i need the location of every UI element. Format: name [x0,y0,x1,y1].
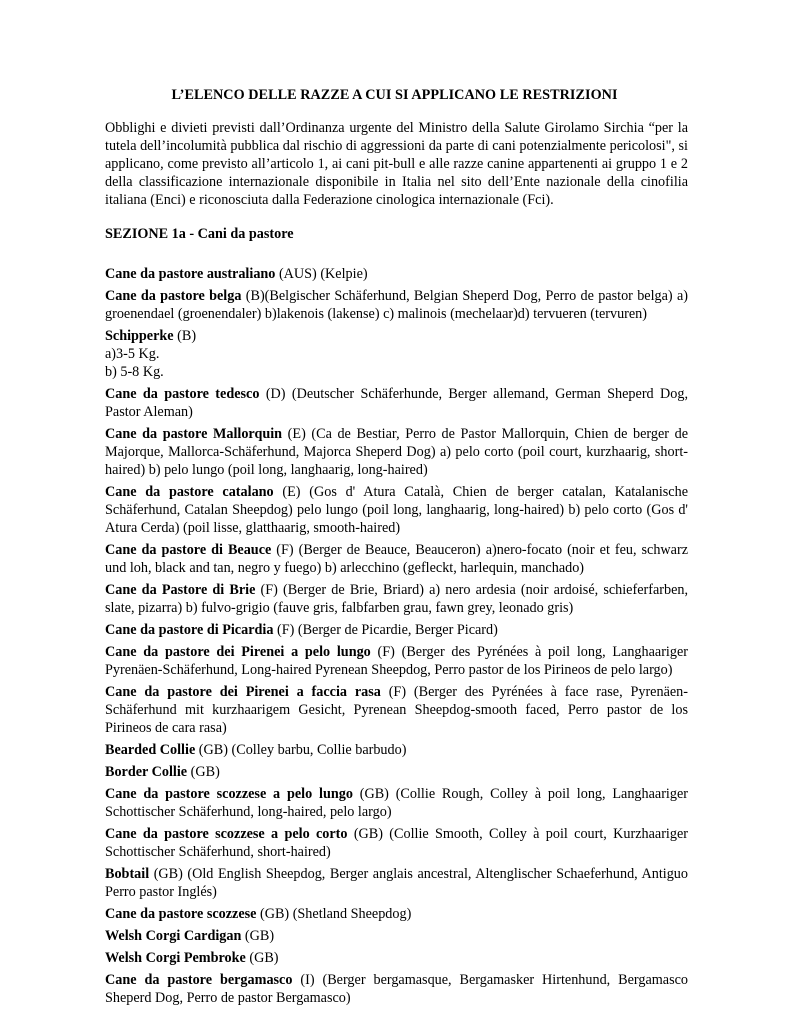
breed-entry [105,785,688,821]
breed-entry [105,971,688,1007]
breed-entry [105,425,688,479]
breed-entry [105,763,688,781]
breed-weight-line: b) 5-8 Kg. [105,364,164,380]
breed-weight-line: a)3-5 Kg. [105,346,160,362]
breed-name: Cane da pastore Mallorquin [105,426,283,442]
breed-name: Border Collie [105,764,188,780]
document-body [105,86,688,1011]
breed-entry [105,287,688,323]
breed-entry [105,541,688,577]
breed-name: Cane da pastore australiano [105,266,276,282]
breed-entry [105,643,688,679]
breed-details: (GB) (Shetland Sheepdog) [256,906,412,922]
breed-name: Cane da Pastore di Brie [105,582,256,598]
breed-name: Cane da pastore scozzese a pelo lungo [105,786,353,802]
breed-entry [105,621,688,639]
document-title: L’ELENCO DELLE RAZZE A CUI SI APPLICANO LE RESTRIZIONI [171,87,618,103]
breed-details: (F) (Berger des Pyrénées à poil long, Langhaariger Pyrenäen-Schäferhund, Long-haired Pyrenean Sheepdog, Perro pastor de los Pirineos de pelo largo) [105,644,688,678]
breed-entry [105,927,688,945]
breed-entry [105,483,688,537]
breed-details: (GB) [245,950,279,966]
breed-details: (F) (Berger de Brie, Briard) a) nero ardesia (noir ardoisé, schieferfarben, slate, pizarra) b) fulvo-grigio (fauve gris, falbfarben grau, fawn grey, leonado gris) [105,582,689,616]
breed-entry [105,949,688,967]
breed-details: (GB) (Colley barbu, Collie barbudo) [195,742,407,758]
breed-entry [105,265,688,283]
breed-name: Cane da pastore dei Pirenei a pelo lungo [105,644,371,660]
breed-entry [105,385,688,421]
breed-details: (F) (Berger de Beauce, Beauceron) a)nero-focato (noir et feu, schwarz und loh, black and tan, negro y fuego) b) arlecchino (gefleckt, harlequin, manchado) [105,542,688,576]
breed-name: Cane da pastore di Picardia [105,622,274,638]
breed-name: Cane da pastore belga [105,288,242,304]
breed-details: (GB) (Old English Sheepdog, Berger anglais ancestral, Altenglischer Schaeferhund, Antiguo Perro pastor Inglés) [105,866,688,900]
breed-name: Cane da pastore scozzese a pelo corto [105,826,348,842]
breed-entry [105,581,688,617]
breed-name: Cane da pastore tedesco [105,386,260,402]
breed-name: Cane da pastore catalano [105,484,274,500]
breed-entry [105,905,688,923]
breed-name: Schipperke [105,328,174,344]
breed-name: Cane da pastore dei Pirenei a faccia rasa [105,684,381,700]
breed-details: (GB) (Collie Rough, Colley à poil long, Langhaariger Schottischer Schäferhund, long-haired, pelo largo) [105,786,688,820]
breed-name: Bearded Collie [105,742,196,758]
breed-details: (AUS) (Kelpie) [275,266,368,282]
breed-details: (F) (Berger des Pyrénées à face rase, Pyrenäen-Schäferhund mit kurzhaarigem Gesicht, Pyrenean Sheepdog-smooth faced, Perro pastor de los Pirineos de cara rasa) [105,684,688,736]
breed-details: (GB) [187,764,220,780]
breed-name: Welsh Corgi Cardigan [105,928,242,944]
breed-name: Cane da pastore bergamasco [105,972,293,988]
breed-entry [105,825,688,861]
breed-details: (GB) [241,928,275,944]
breed-details: (B)(Belgischer Schäferhund, Belgian Sheperd Dog, Perro de pastor belga) a) groenendael (groenendaler) b)lakenois (lakense) c) malinois (mechelaar)d) tervueren (tervuren) [105,288,688,322]
breed-details: (B) [173,328,197,344]
breed-entry [105,327,688,381]
breed-details: (E) (Ca de Bestiar, Perro de Pastor Mallorquin, Chien de berger de Majorque, Mallorca-Schäferhund, Majorca Sheperd Dog) a) pelo corto (poil court, kurzhaarig, short-haired) b) pelo lungo (poil long, langhaarig, long-haired) [105,426,688,478]
section-heading: SEZIONE 1a - Cani da pastore [105,226,294,242]
breed-entry [105,741,688,759]
breed-details: (F) (Berger de Picardie, Berger Picard) [273,622,498,638]
breed-details: (I) (Berger bergamasque, Bergamasker Hirtenhund, Bergamasco Sheperd Dog, Perro de pastor Bergamasco) [105,972,688,1006]
breed-name: Welsh Corgi Pembroke [105,950,246,966]
intro-paragraph: Obblighi e divieti previsti dall’Ordinanza urgente del Ministro della Salute Girolamo Sirchia “per la tutela dell’incolumità pubblica dal rischio di aggressioni da parte di cani potenzialmente pericolosi", si applicano, come previsto all’articolo 1, ai cani pit-bull e alle razze canine appartenenti ai gruppo 1 e 2 della classificazione internazionale disponibile in Italia nel sito dell’Ente nazionale della cinofilia italiana (Enci) e riconosciuta dalla Federazione cinologica internazionale (Fci). [105,120,688,208]
breed-details: (D) (Deutscher Schäferhunde, Berger allemand, German Sheperd Dog, Pastor Aleman) [105,386,688,420]
breed-list [105,265,688,1007]
breed-name: Cane da pastore scozzese [105,906,257,922]
breed-details: (GB) (Collie Smooth, Colley à poil court, Kurzhaariger Schottischer Schäferhund, short-haired) [105,826,688,860]
breed-name: Bobtail [105,866,150,882]
breed-entry [105,683,688,737]
breed-entry [105,865,688,901]
breed-details: (E) (Gos d' Atura Català, Chien de berger catalan, Katalanische Schäferhund, Catalan Sheepdog) pelo lungo (poil long, langhaarig, long-haired) b) pelo corto (Gos d' Atura Cerda) (poil lisse, glatthaarig, smooth-haired) [105,484,688,536]
breed-name: Cane da pastore di Beauce [105,542,272,558]
